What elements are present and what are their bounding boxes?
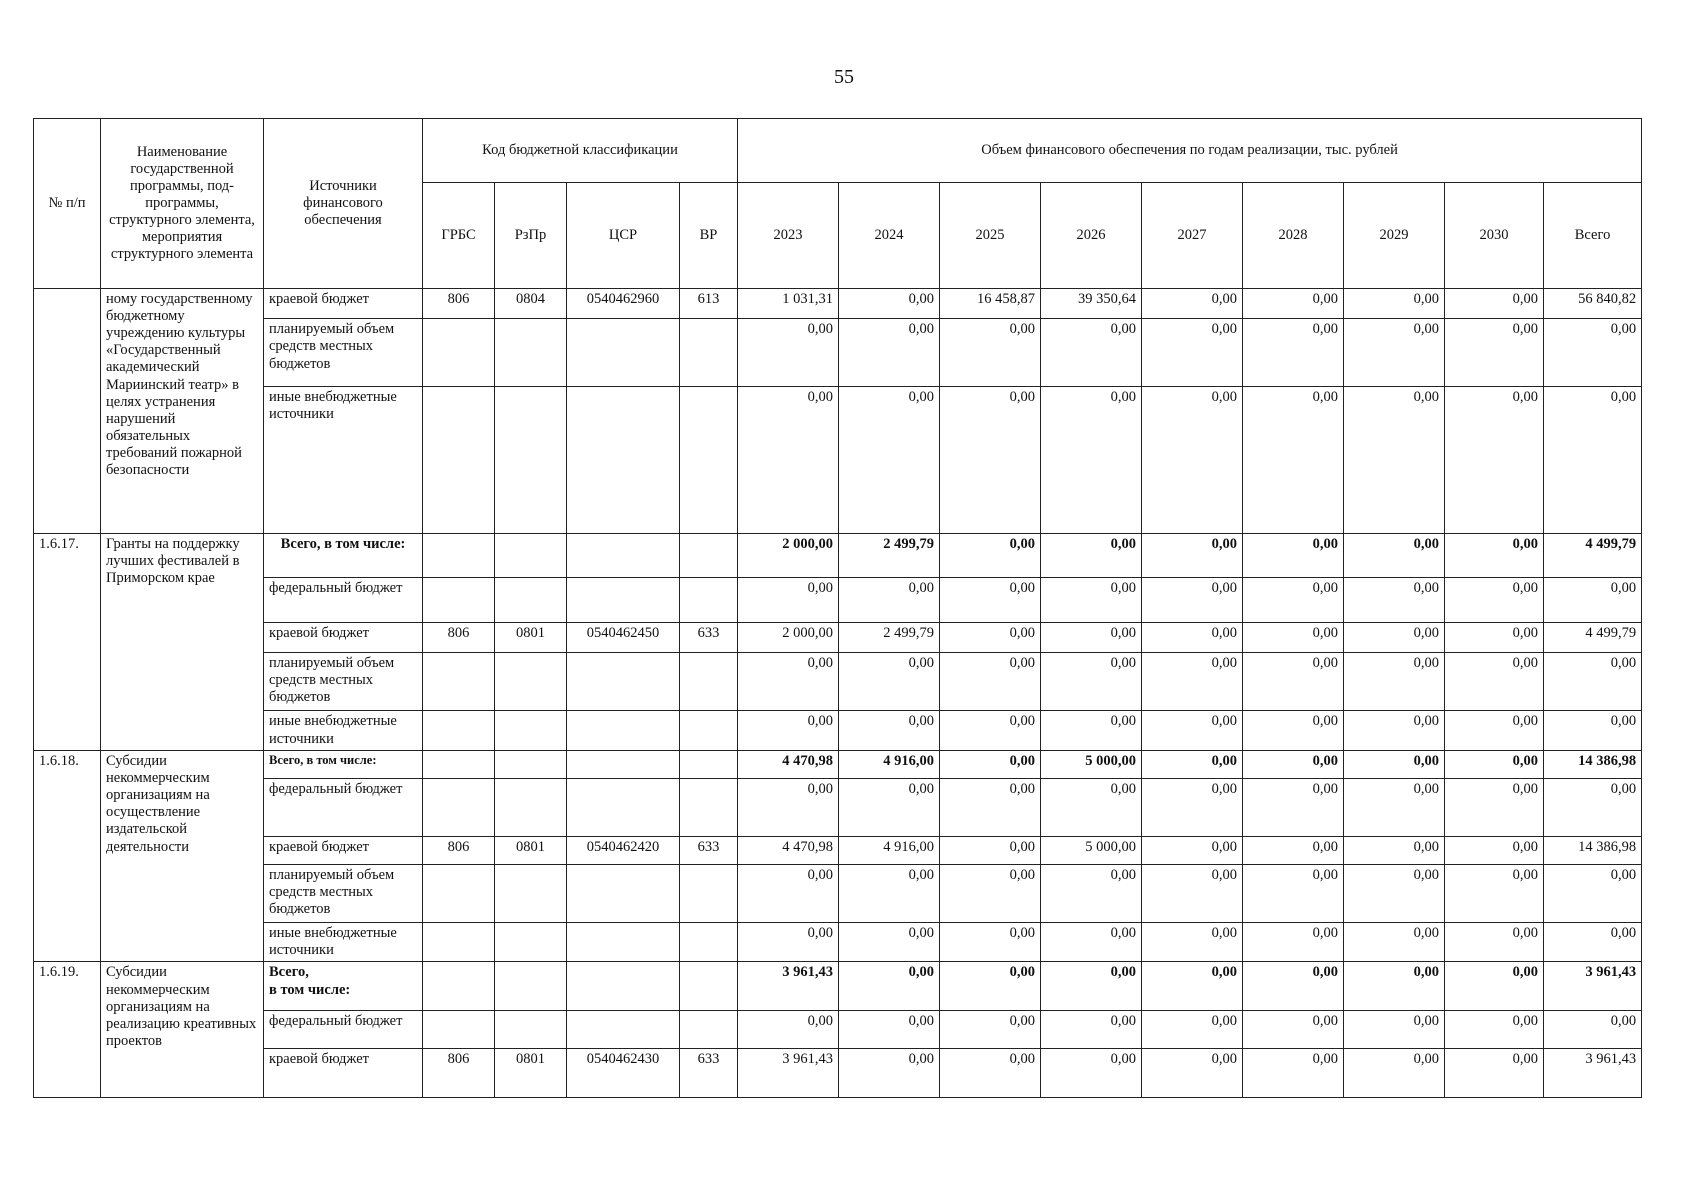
table-row <box>34 387 1642 534</box>
value-year: 0,00 <box>1344 289 1445 319</box>
value-year: 0,00 <box>1041 578 1142 622</box>
code-rzpr <box>495 962 567 1011</box>
code-grbs <box>423 533 495 577</box>
value-year: 0,00 <box>1243 779 1344 837</box>
code-grbs <box>423 779 495 837</box>
value-year: 4 470,98 <box>738 751 839 779</box>
value-year: 4 916,00 <box>839 836 940 864</box>
value-year: 0,00 <box>1243 962 1344 1011</box>
value-year: 0,00 <box>940 922 1041 962</box>
value-year: 0,00 <box>1041 652 1142 711</box>
code-vr: 633 <box>680 1049 738 1098</box>
value-year: 0,00 <box>1142 1049 1243 1098</box>
value-year: 0,00 <box>1243 652 1344 711</box>
header-year: 2024 <box>839 183 940 289</box>
value-year: 0,00 <box>1344 1010 1445 1048</box>
table-header <box>34 119 1642 289</box>
value-year: 0,00 <box>738 779 839 837</box>
table-row <box>34 289 1642 319</box>
value-year: 0,00 <box>738 387 839 534</box>
code-rzpr: 0804 <box>495 289 567 319</box>
value-year: 0,00 <box>940 1049 1041 1098</box>
funding-source: иные внебюджетные источники <box>264 922 423 962</box>
value-total: 14 386,98 <box>1544 836 1642 864</box>
funding-source: краевой бюджет <box>264 289 423 319</box>
value-year: 0,00 <box>1041 533 1142 577</box>
funding-source: федеральный бюджет <box>264 578 423 622</box>
code-csr <box>567 578 680 622</box>
funding-source: планируемый объем средств местных бюджетов <box>264 652 423 711</box>
table-row <box>34 319 1642 387</box>
value-year: 0,00 <box>1041 711 1142 751</box>
value-total: 0,00 <box>1544 711 1642 751</box>
code-csr <box>567 711 680 751</box>
table-row <box>34 1049 1642 1098</box>
value-year: 2 000,00 <box>738 622 839 652</box>
code-rzpr <box>495 1010 567 1048</box>
header-year: 2026 <box>1041 183 1142 289</box>
value-year: 0,00 <box>738 1010 839 1048</box>
value-year: 0,00 <box>1243 387 1344 534</box>
value-year: 0,00 <box>1344 962 1445 1011</box>
value-total: 0,00 <box>1544 1010 1642 1048</box>
code-csr <box>567 865 680 923</box>
value-year: 0,00 <box>1344 922 1445 962</box>
value-year: 0,00 <box>1041 779 1142 837</box>
row-index <box>34 289 101 534</box>
code-grbs <box>423 865 495 923</box>
header-year: 2028 <box>1243 183 1344 289</box>
value-year: 0,00 <box>1445 289 1544 319</box>
value-total: 14 386,98 <box>1544 751 1642 779</box>
code-vr: 613 <box>680 289 738 319</box>
value-year: 0,00 <box>1344 578 1445 622</box>
value-year: 0,00 <box>839 652 940 711</box>
value-year: 0,00 <box>940 1010 1041 1048</box>
value-year: 3 961,43 <box>738 1049 839 1098</box>
header-budget-code-group: Код бюджетной классификации <box>423 119 738 183</box>
value-year: 1 031,31 <box>738 289 839 319</box>
funding-source: планируемый объем средств местных бюджетов <box>264 865 423 923</box>
value-year: 0,00 <box>1142 289 1243 319</box>
funding-source: иные внебюджетные источники <box>264 711 423 751</box>
value-year: 0,00 <box>839 865 940 923</box>
activity-name: ному государственному бюджетному учреждению культуры «Государственный академический Мариинский театр» в целях устранения нарушений обязательных требований пожарной безопасности <box>101 289 264 534</box>
table-body <box>34 289 1642 1098</box>
value-year: 0,00 <box>1445 387 1544 534</box>
value-year: 0,00 <box>1243 1049 1344 1098</box>
value-year: 16 458,87 <box>940 289 1041 319</box>
value-total: 4 499,79 <box>1544 622 1642 652</box>
code-rzpr <box>495 779 567 837</box>
code-grbs <box>423 1010 495 1048</box>
value-year: 0,00 <box>1344 1049 1445 1098</box>
value-year: 2 499,79 <box>839 533 940 577</box>
activity-name: Субсидии некоммерческим организациям на реализацию креативных проектов <box>101 962 264 1098</box>
value-year: 0,00 <box>1445 779 1544 837</box>
code-csr: 0540462450 <box>567 622 680 652</box>
funding-source: Всего, в том числе: <box>264 751 423 779</box>
value-year: 0,00 <box>1142 865 1243 923</box>
value-year: 0,00 <box>1041 1049 1142 1098</box>
value-year: 0,00 <box>839 779 940 837</box>
code-grbs <box>423 578 495 622</box>
value-year: 0,00 <box>1445 711 1544 751</box>
value-year: 0,00 <box>839 319 940 387</box>
value-year: 0,00 <box>1445 578 1544 622</box>
row-index: 1.6.17. <box>34 533 101 750</box>
header-volume-group: Объем финансового обеспечения по годам реализации, тыс. рублей <box>738 119 1642 183</box>
header-year: 2023 <box>738 183 839 289</box>
value-total: 0,00 <box>1544 922 1642 962</box>
funding-source: планируемый объем средств местных бюджетов <box>264 319 423 387</box>
value-year: 0,00 <box>1142 779 1243 837</box>
funding-source: Всего, в том числе: <box>264 962 423 1011</box>
value-year: 0,00 <box>940 387 1041 534</box>
value-year: 0,00 <box>1243 1010 1344 1048</box>
table-row <box>34 962 1642 1011</box>
code-grbs: 806 <box>423 1049 495 1098</box>
code-vr <box>680 319 738 387</box>
budget-table <box>33 118 1642 1098</box>
table-row <box>34 865 1642 923</box>
value-year: 0,00 <box>1243 289 1344 319</box>
value-year: 0,00 <box>940 865 1041 923</box>
code-csr <box>567 779 680 837</box>
value-year: 0,00 <box>839 289 940 319</box>
funding-source: иные внебюджетные источники <box>264 387 423 534</box>
code-grbs: 806 <box>423 622 495 652</box>
table-row <box>34 578 1642 622</box>
value-year: 4 916,00 <box>839 751 940 779</box>
code-vr: 633 <box>680 836 738 864</box>
code-vr: 633 <box>680 622 738 652</box>
value-year: 0,00 <box>1344 751 1445 779</box>
value-year: 0,00 <box>1445 622 1544 652</box>
header-grbs: ГРБС <box>423 183 495 289</box>
value-year: 0,00 <box>738 865 839 923</box>
value-total: 0,00 <box>1544 652 1642 711</box>
code-rzpr: 0801 <box>495 622 567 652</box>
funding-source: краевой бюджет <box>264 622 423 652</box>
code-csr: 0540462420 <box>567 836 680 864</box>
value-year: 0,00 <box>1344 652 1445 711</box>
value-year: 0,00 <box>1041 962 1142 1011</box>
value-year: 0,00 <box>839 962 940 1011</box>
value-year: 4 470,98 <box>738 836 839 864</box>
value-year: 0,00 <box>1142 836 1243 864</box>
value-year: 0,00 <box>1243 319 1344 387</box>
value-year: 0,00 <box>1243 922 1344 962</box>
value-year: 0,00 <box>1445 1049 1544 1098</box>
value-year: 0,00 <box>1445 836 1544 864</box>
value-year: 3 961,43 <box>738 962 839 1011</box>
table-row <box>34 533 1642 577</box>
code-csr <box>567 922 680 962</box>
value-year: 0,00 <box>1142 922 1243 962</box>
table-row <box>34 779 1642 837</box>
value-total: 56 840,82 <box>1544 289 1642 319</box>
code-grbs <box>423 962 495 1011</box>
header-total: Всего <box>1544 183 1642 289</box>
value-year: 5 000,00 <box>1041 751 1142 779</box>
value-year: 0,00 <box>1445 319 1544 387</box>
value-year: 0,00 <box>1344 387 1445 534</box>
code-csr <box>567 652 680 711</box>
value-total: 3 961,43 <box>1544 962 1642 1011</box>
table-row <box>34 1010 1642 1048</box>
value-year: 0,00 <box>1445 865 1544 923</box>
value-year: 0,00 <box>738 652 839 711</box>
code-csr <box>567 962 680 1011</box>
code-grbs: 806 <box>423 836 495 864</box>
code-vr <box>680 711 738 751</box>
value-year: 0,00 <box>1344 779 1445 837</box>
value-year: 0,00 <box>1243 751 1344 779</box>
code-csr: 0540462960 <box>567 289 680 319</box>
activity-name: Субсидии некоммерческим организациям на осуществление издательской деятельности <box>101 751 264 962</box>
header-year: 2025 <box>940 183 1041 289</box>
value-year: 0,00 <box>839 711 940 751</box>
value-year: 0,00 <box>1445 652 1544 711</box>
value-year: 0,00 <box>1445 962 1544 1011</box>
value-year: 0,00 <box>1344 622 1445 652</box>
value-year: 0,00 <box>1445 533 1544 577</box>
code-vr <box>680 652 738 711</box>
funding-source: краевой бюджет <box>264 836 423 864</box>
value-year: 0,00 <box>940 533 1041 577</box>
row-index: 1.6.19. <box>34 962 101 1098</box>
value-year: 39 350,64 <box>1041 289 1142 319</box>
value-year: 0,00 <box>1142 1010 1243 1048</box>
code-rzpr <box>495 533 567 577</box>
code-vr <box>680 865 738 923</box>
activity-name: Гранты на поддержку лучших фестивалей в Приморском крае <box>101 533 264 750</box>
value-year: 0,00 <box>1243 711 1344 751</box>
table-row <box>34 922 1642 962</box>
value-year: 0,00 <box>1344 836 1445 864</box>
value-year: 0,00 <box>1142 319 1243 387</box>
value-year: 0,00 <box>839 578 940 622</box>
code-csr <box>567 387 680 534</box>
code-vr <box>680 533 738 577</box>
code-rzpr <box>495 711 567 751</box>
value-year: 0,00 <box>1041 387 1142 534</box>
value-year: 0,00 <box>1142 652 1243 711</box>
value-year: 0,00 <box>738 319 839 387</box>
value-total: 0,00 <box>1544 779 1642 837</box>
value-year: 2 499,79 <box>839 622 940 652</box>
value-year: 0,00 <box>940 962 1041 1011</box>
header-rzpr: РзПр <box>495 183 567 289</box>
value-year: 0,00 <box>1142 962 1243 1011</box>
value-year: 0,00 <box>1142 711 1243 751</box>
value-year: 0,00 <box>940 836 1041 864</box>
code-vr <box>680 779 738 837</box>
value-year: 0,00 <box>738 578 839 622</box>
code-vr <box>680 387 738 534</box>
value-year: 0,00 <box>1344 711 1445 751</box>
code-rzpr <box>495 578 567 622</box>
value-year: 0,00 <box>940 319 1041 387</box>
value-year: 0,00 <box>1344 319 1445 387</box>
value-total: 0,00 <box>1544 387 1642 534</box>
funding-source: краевой бюджет <box>264 1049 423 1098</box>
table-row <box>34 711 1642 751</box>
code-csr <box>567 533 680 577</box>
code-rzpr <box>495 319 567 387</box>
value-year: 0,00 <box>940 578 1041 622</box>
page-number: 55 <box>834 66 854 88</box>
code-vr <box>680 962 738 1011</box>
code-grbs: 806 <box>423 289 495 319</box>
value-year: 0,00 <box>1142 751 1243 779</box>
header-year: 2029 <box>1344 183 1445 289</box>
code-rzpr <box>495 751 567 779</box>
code-grbs <box>423 652 495 711</box>
value-year: 0,00 <box>1243 622 1344 652</box>
value-year: 0,00 <box>1344 533 1445 577</box>
code-rzpr <box>495 652 567 711</box>
funding-source: федеральный бюджет <box>264 1010 423 1048</box>
code-grbs <box>423 319 495 387</box>
code-rzpr: 0801 <box>495 836 567 864</box>
code-rzpr <box>495 387 567 534</box>
value-total: 3 961,43 <box>1544 1049 1642 1098</box>
value-total: 4 499,79 <box>1544 533 1642 577</box>
value-year: 0,00 <box>1041 622 1142 652</box>
code-vr <box>680 922 738 962</box>
value-year: 0,00 <box>1041 319 1142 387</box>
code-vr <box>680 1010 738 1048</box>
code-csr: 0540462430 <box>567 1049 680 1098</box>
value-year: 0,00 <box>1243 836 1344 864</box>
value-year: 0,00 <box>1445 922 1544 962</box>
value-year: 0,00 <box>1142 578 1243 622</box>
value-year: 0,00 <box>839 387 940 534</box>
code-rzpr: 0801 <box>495 1049 567 1098</box>
code-rzpr <box>495 922 567 962</box>
code-grbs <box>423 387 495 534</box>
table-row <box>34 836 1642 864</box>
value-year: 0,00 <box>1445 1010 1544 1048</box>
funding-source: Всего, в том числе: <box>264 533 423 577</box>
value-year: 0,00 <box>839 922 940 962</box>
value-year: 0,00 <box>1041 1010 1142 1048</box>
table-row <box>34 622 1642 652</box>
header-vr: ВР <box>680 183 738 289</box>
header-source: Источники финансового обеспечения <box>264 119 423 289</box>
code-grbs <box>423 751 495 779</box>
value-total: 0,00 <box>1544 319 1642 387</box>
value-year: 0,00 <box>1243 533 1344 577</box>
funding-source: федеральный бюджет <box>264 779 423 837</box>
value-year: 0,00 <box>940 751 1041 779</box>
code-csr <box>567 1010 680 1048</box>
value-total: 0,00 <box>1544 865 1642 923</box>
value-year: 0,00 <box>839 1010 940 1048</box>
value-year: 0,00 <box>1142 533 1243 577</box>
value-year: 0,00 <box>1142 622 1243 652</box>
table-row <box>34 652 1642 711</box>
code-csr <box>567 751 680 779</box>
header-year: 2027 <box>1142 183 1243 289</box>
code-grbs <box>423 922 495 962</box>
header-year: 2030 <box>1445 183 1544 289</box>
value-year: 0,00 <box>1445 751 1544 779</box>
code-csr <box>567 319 680 387</box>
value-year: 0,00 <box>738 711 839 751</box>
row-index: 1.6.18. <box>34 751 101 962</box>
value-year: 0,00 <box>940 779 1041 837</box>
header-csr: ЦСР <box>567 183 680 289</box>
value-year: 0,00 <box>940 652 1041 711</box>
value-year: 5 000,00 <box>1041 836 1142 864</box>
value-year: 0,00 <box>1041 922 1142 962</box>
value-year: 0,00 <box>940 711 1041 751</box>
header-name: Наименование государственной программы, под-программы, структурного элемента, мероприятия структурного элемента <box>101 119 264 289</box>
value-total: 0,00 <box>1544 578 1642 622</box>
header-number: № п/п <box>34 119 101 289</box>
code-vr <box>680 751 738 779</box>
code-grbs <box>423 711 495 751</box>
value-year: 0,00 <box>1344 865 1445 923</box>
value-year: 0,00 <box>1041 865 1142 923</box>
value-year: 0,00 <box>738 922 839 962</box>
table-row <box>34 751 1642 779</box>
code-vr <box>680 578 738 622</box>
value-year: 2 000,00 <box>738 533 839 577</box>
value-year: 0,00 <box>1243 865 1344 923</box>
value-year: 0,00 <box>1142 387 1243 534</box>
value-year: 0,00 <box>1243 578 1344 622</box>
value-year: 0,00 <box>839 1049 940 1098</box>
value-year: 0,00 <box>940 622 1041 652</box>
code-rzpr <box>495 865 567 923</box>
